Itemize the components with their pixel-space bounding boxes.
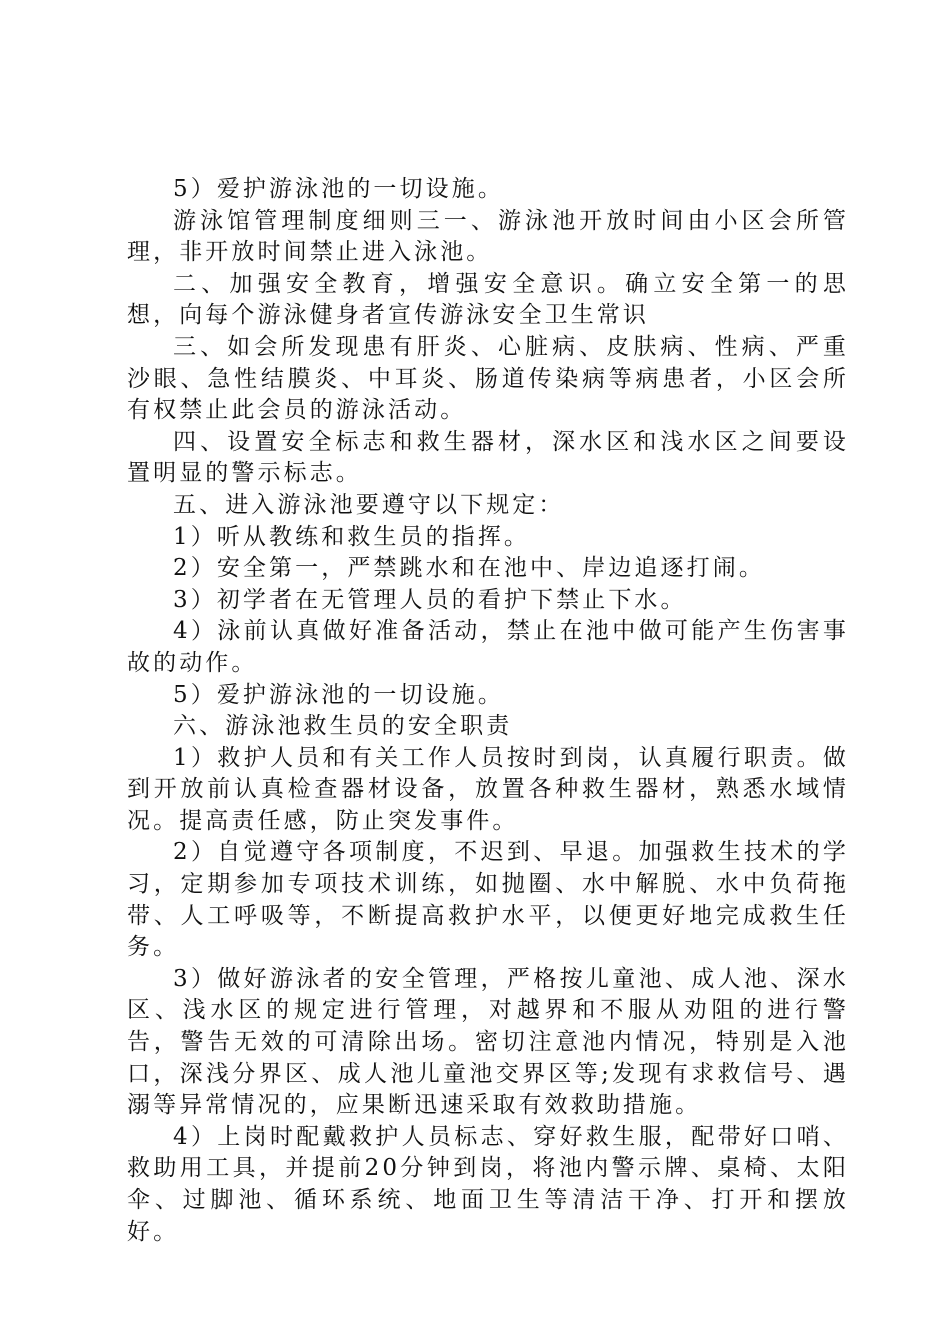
paragraph-rule-3: 3）初学者在无管理人员的看护下禁止下水。: [173, 586, 687, 613]
paragraph-rule-1: 1）听从教练和救生员的指挥。: [173, 523, 531, 550]
paragraph-rule-2: 2）安全第一，严禁跳水和在池中、岸边追逐打闹。: [173, 555, 765, 582]
paragraph-item-5-care-facilities: 5）爱护游泳池的一切设施。: [173, 176, 504, 202]
paragraph-disease-restriction: 三、如会所发现患有肝炎、心脏病、皮肤病、性病、严重沙眼、急性结膜炎、中耳炎、肠道传染病等病患者，小区会所有权禁止此会员的游泳活动。: [127, 333, 849, 424]
paragraph-rules-three-opening-hours: 游泳馆管理制度细则三一、游泳池开放时间由小区会所管理，非开放时间禁止进入泳池。: [127, 207, 849, 266]
paragraph-rule-4: 4）泳前认真做好准备活动，禁止在池中做可能产生伤害事故的动作。: [127, 618, 849, 676]
paragraph-duty-4: 4）上岗时配戴救护人员标志、穿好救生服，配带好口哨、救助用工具，并提前20分钟到岗，将池内警示牌、桌椅、太阳伞、过脚池、循环系统、地面卫生等清洁干净、打开和摆放好。: [127, 1123, 849, 1245]
paragraph-duty-1: 1）救护人员和有关工作人员按时到岗，认真履行职责。做到开放前认真检查器材设备，放置各种救生器材，熟悉水域情况。提高责任感，防止突发事件。: [127, 744, 849, 834]
paragraph-duty-3: 3）做好游泳者的安全管理，严格按儿童池、成人池、深水区、浅水区的规定进行管理，对越界和不服从劝阻的进行警告，警告无效的可清除出场。密切注意池内情况，特别是入池口，深浅分界区、成人池儿童池交界区等;发现有求救信号、遇溺等异常情况的，应果断迅速采取有效救助措施。: [127, 965, 849, 1119]
document-page: [127, 174, 849, 1248]
paragraph-safety-signs: 四、设置安全标志和救生器材，深水区和浅水区之间要设置明显的警示标志。: [127, 428, 849, 487]
paragraph-duty-2: 2）自觉遵守各项制度，不迟到、早退。加强救生技术的学习，定期参加专项技术训练，如抛圈、水中解脱、水中负荷拖带、人工呼吸等，不断提高救护水平，以便更好地完成救生任务。: [127, 839, 849, 961]
paragraph-pool-rules-heading: 五、进入游泳池要遵守以下规定：: [173, 491, 565, 518]
paragraph-lifeguard-duties-heading: 六、游泳池救生员的安全职责: [173, 713, 513, 740]
paragraph-rule-5: 5）爱护游泳池的一切设施。: [173, 681, 504, 708]
paragraph-safety-education: 二、加强安全教育，增强安全意识。确立安全第一的思想，向每个游泳健身者宣传游泳安全卫生常识: [127, 270, 849, 329]
